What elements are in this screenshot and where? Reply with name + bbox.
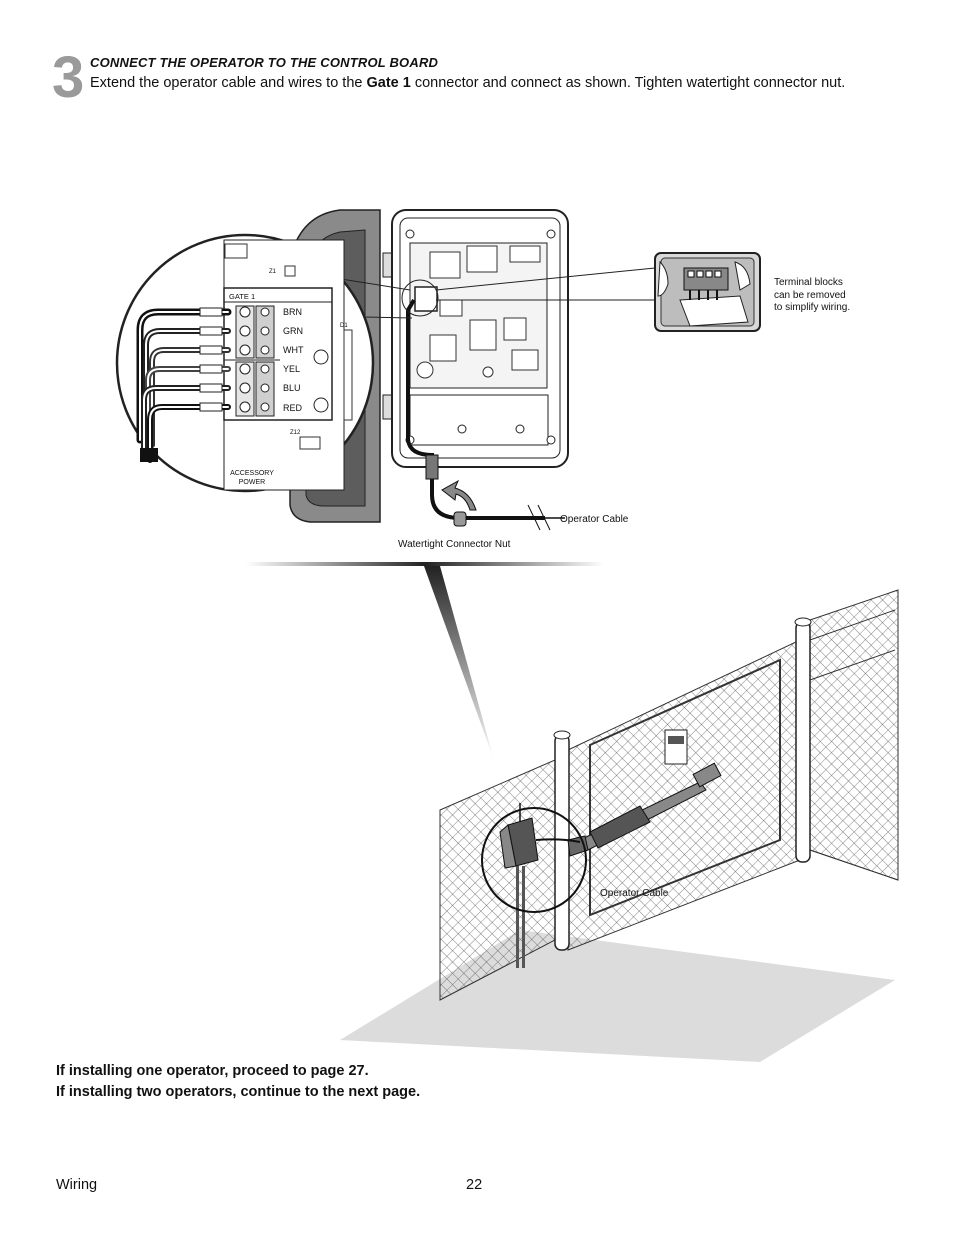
step-text-part1: Extend the operator cable and wires to the [90,75,367,91]
wire-label-brn: BRN [283,307,303,317]
operator-cable-label: Operator Cable [560,514,629,525]
gate1-header: GATE 1 [229,292,256,301]
accessory-label-2: POWER [238,479,266,486]
wire-label-yel: YEL [283,364,301,374]
note-two-operators: If installing two operators, continue to the next page. [56,1084,421,1100]
wire-label-grn: GRN [283,326,303,336]
d1-label: D1 [340,323,348,329]
watertight-connector-nut [426,455,438,479]
footer-section: Wiring [56,1177,98,1193]
page-number: 22 [466,1177,483,1193]
insert-arrow [442,481,476,510]
gate1-zoom-circle [117,235,373,491]
control-box [392,210,568,467]
wire-label-red: RED [283,403,303,413]
terminal-note-3: to simplify wiring. [774,302,851,313]
step-text-bold: Gate 1 [366,75,411,91]
step-title: CONNECT THE OPERATOR TO THE CONTROL BOARD [90,55,439,70]
wire-label-wht: WHT [283,345,304,355]
section-divider [246,562,604,566]
connector-nut-label: Watertight Connector Nut [398,539,511,550]
wire-label-blu: BLU [283,383,301,393]
fence-gate-scene [340,590,898,1062]
step-number: 3 [52,45,85,110]
note-one-operator: If installing one operator, proceed to page 27. [56,1063,369,1079]
callout-pointer [424,566,494,760]
gate-operator-cable-label: Operator Cable [600,888,669,899]
z1-label: Z1 [269,269,277,275]
step-text-part2: connector and connect as shown. Tighten watertight connector nut. [410,75,846,91]
terminal-note-2: can be removed [774,290,846,301]
accessory-label-1: ACCESSORY [230,470,274,477]
terminal-note-1: Terminal blocks [774,277,843,288]
z12-label: Z12 [290,430,301,436]
